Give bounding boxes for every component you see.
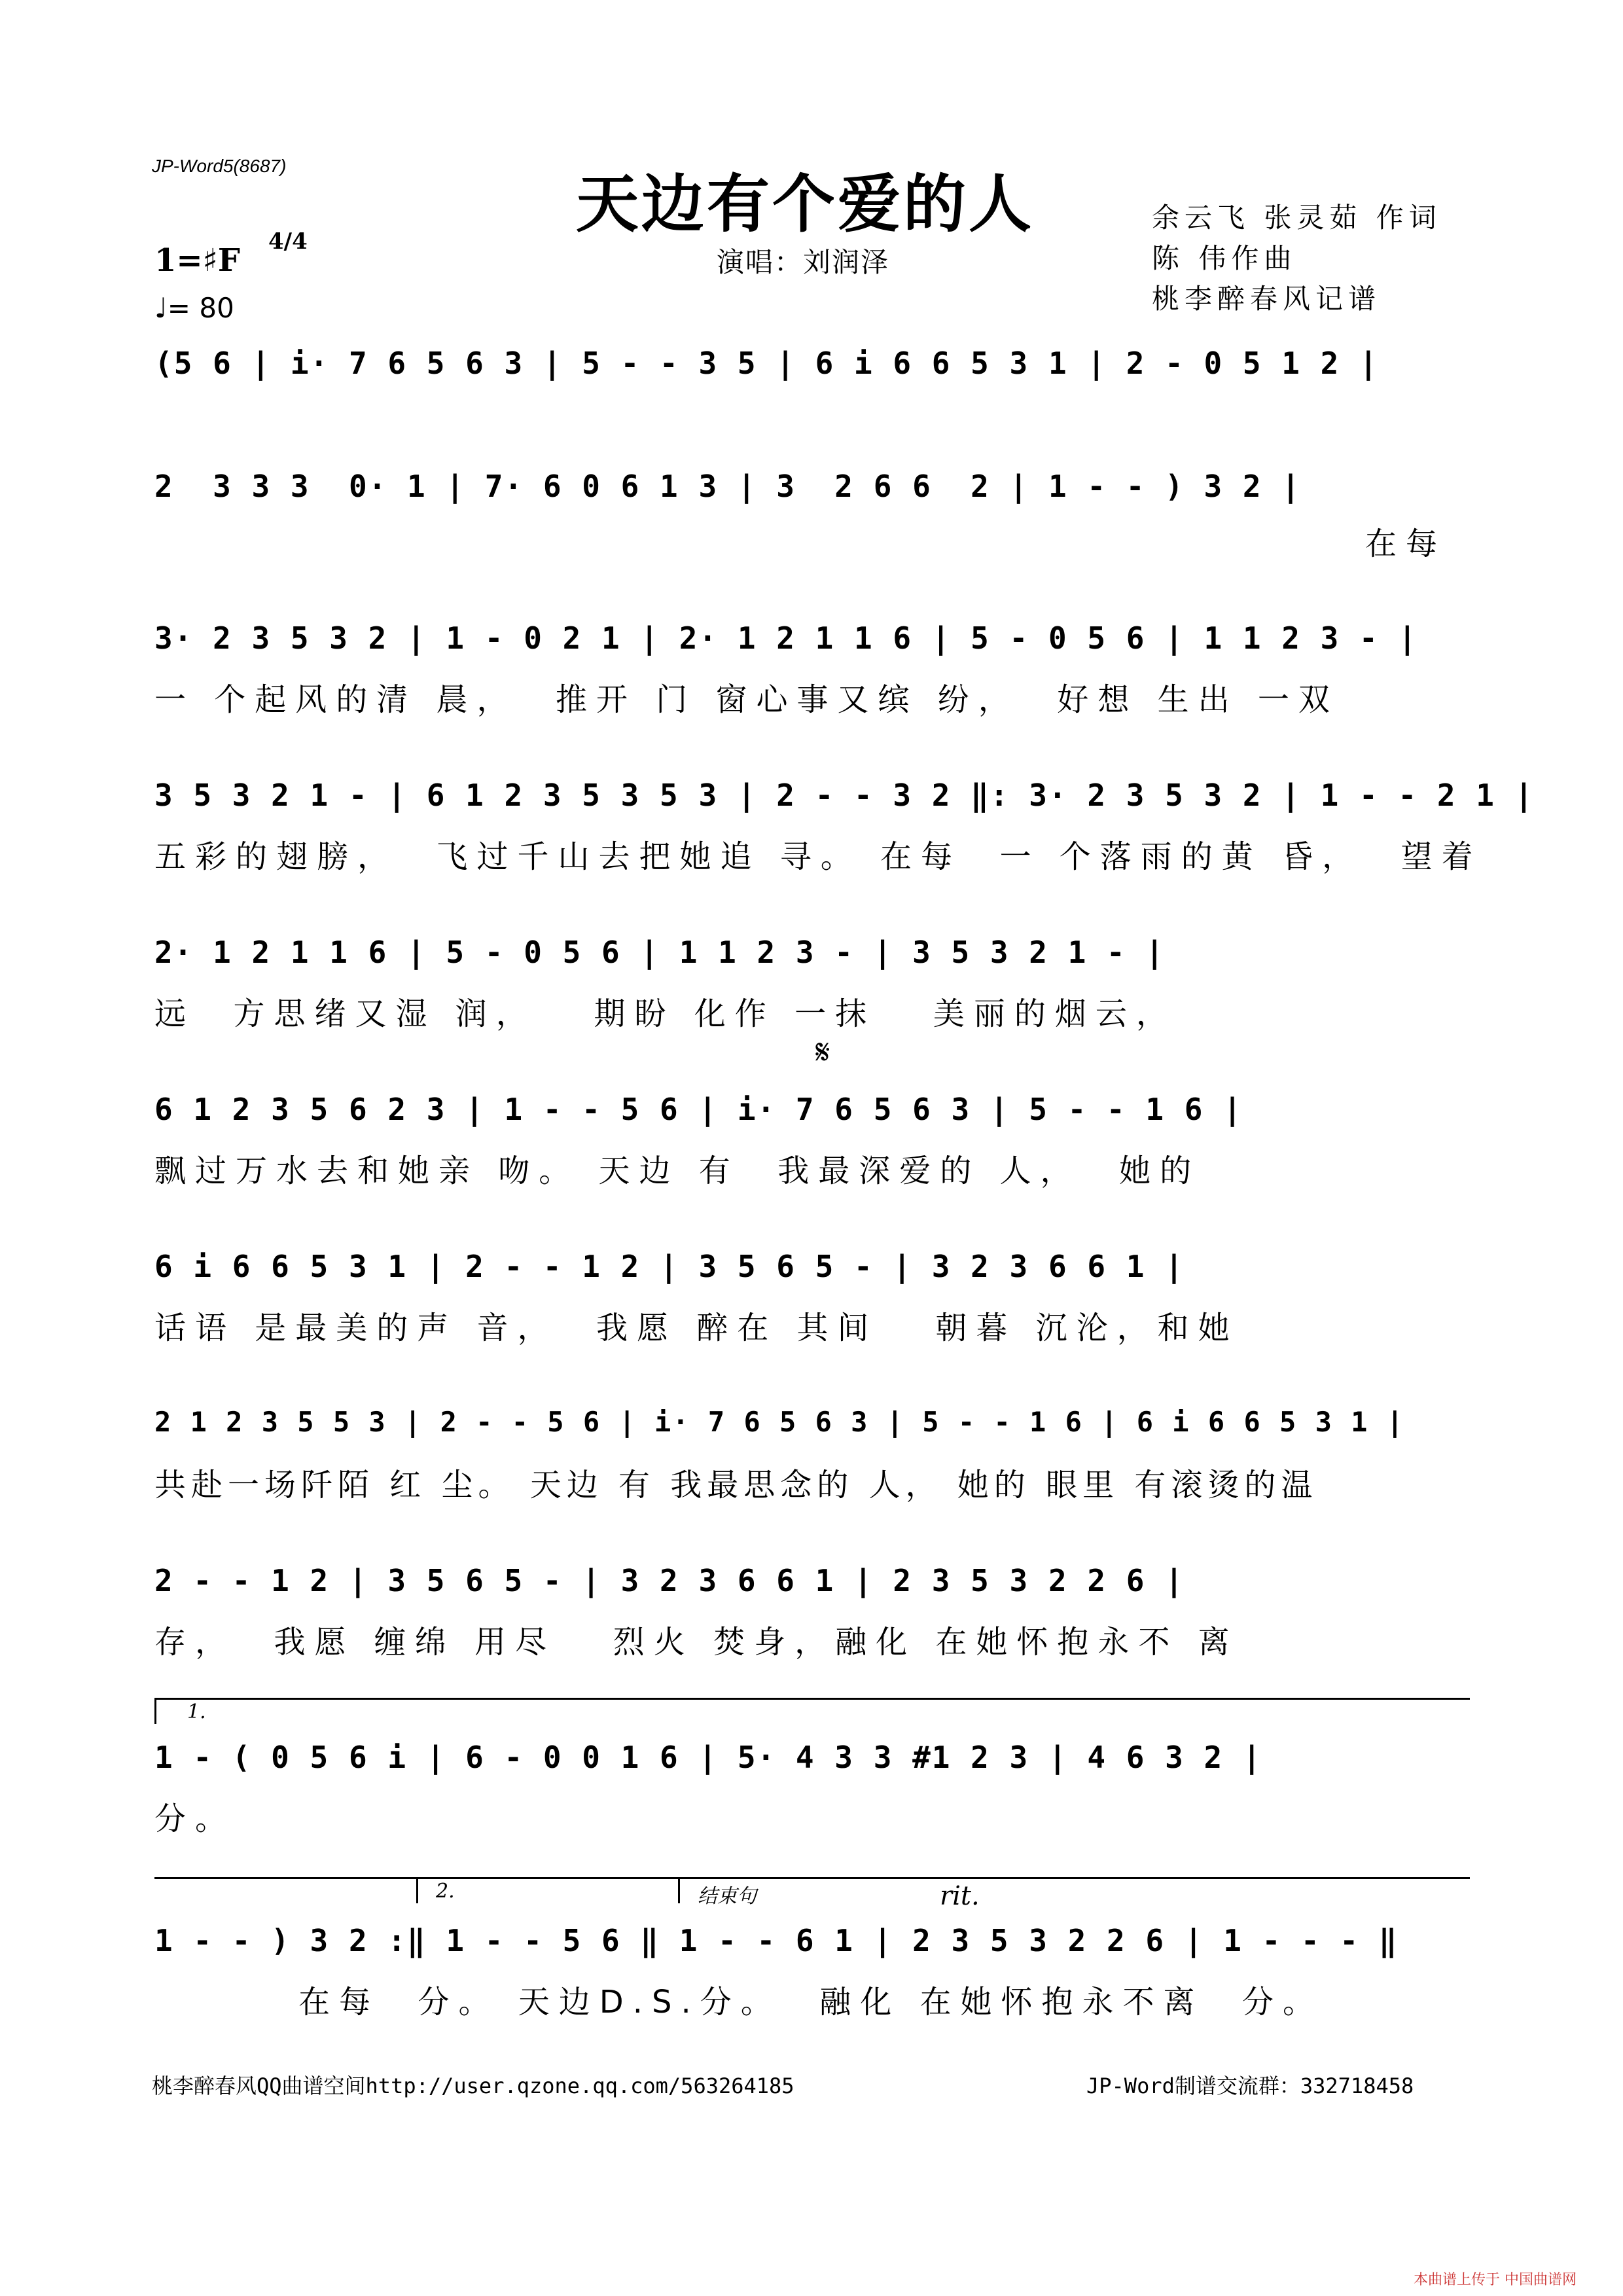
score-row-10-notes: 1 - ( 0 5 6 i | 6 - 0 0 1 6 | 5· 4 3 3 #1 2 3 | 4 6 3 2 |: [154, 1740, 1262, 1775]
ending-2-label: 2.: [436, 1880, 455, 1903]
score-row-7-notes: 6 i 6 6 5 3 1 | 2 - - 1 2 | 3 5 6 5 - | 3 2 3 6 6 1 |: [154, 1249, 1185, 1284]
score-row-2-notes: 2 3 3 3 0· 1 | 7· 6 0 6 1 3 | 3 2 6 6 2 | 1 - - ) 3 2 |: [154, 469, 1301, 504]
score-row-4-lyrics: 五彩的翅膀， 飞过千山去把她追 寻。 在每 一 个落雨的黄 昏， 望着: [154, 838, 1482, 875]
score-row-5-lyrics: 远 方思绪又湿 润， 期盼 化作 一抹 美丽的烟云，: [154, 996, 1177, 1032]
time-signature-text: 4/4: [268, 228, 308, 255]
footer-left-credit: 桃李醉春风QQ曲谱空间http://user.qzone.qq.com/563264185: [152, 2073, 794, 2098]
coda-label: 结束句: [698, 1885, 757, 1908]
score-row-8-notes: 2 1 2 3 5 5 3 | 2 - - 5 6 | i· 7 6 5 6 3 | 5 - - 1 6 | 6 i 6 6 5 3 1 |: [154, 1406, 1405, 1438]
singer-credit: 演唱：刘润泽: [717, 246, 890, 278]
score-row-5-notes: 2· 1 2 1 1 6 | 5 - 0 5 6 | 1 1 2 3 - | 3 5 3 2 1 - |: [154, 935, 1166, 970]
ending-2-bracket-hook: [416, 1877, 418, 1903]
segno-sign: 𝄋: [815, 1033, 830, 1072]
score-row-2-lyrics: 在每: [1365, 526, 1447, 562]
ritardando-marking: rit.: [940, 1881, 980, 1911]
composer-credit: 陈 伟作曲: [1152, 242, 1297, 274]
score-row-3-notes: 3· 2 3 5 3 2 | 1 - 0 2 1 | 2· 1 2 1 1 6 | 5 - 0 5 6 | 1 1 2 3 - |: [154, 620, 1418, 656]
footer-right-credit: JP-Word制谱交流群：332718458: [1086, 2073, 1414, 2098]
ending-1-bracket: [154, 1698, 1470, 1700]
score-row-9-notes: 2 - - 1 2 | 3 5 6 5 - | 3 2 3 6 6 1 | 2 3 5 3 2 2 6 |: [154, 1563, 1185, 1598]
score-row-11-notes: 1 - - ) 3 2 :‖ 1 - - 5 6 ‖ 1 - - 6 1 | 2 3 5 3 2 2 6 | 1 - - - ‖: [154, 1923, 1399, 1958]
tempo-marking: ♩= 80: [154, 292, 234, 324]
score-row-6-notes: 6 1 2 3 5 6 2 3 | 1 - - 5 6 | i· 7 6 5 6 3 | 5 - - 1 6 |: [154, 1092, 1243, 1127]
page-title: 天边有个爱的人: [576, 167, 1034, 241]
key-signature: 1=♯F: [154, 242, 240, 279]
score-row-4-notes: 3 5 3 2 1 - | 6 1 2 3 5 3 5 3 | 2 - - 3 2 ‖: 3· 2 3 5 3 2 | 1 - - 2 1 |: [154, 778, 1535, 813]
score-row-3-lyrics: 一 个起风的清 晨， 推开 门 窗心事又缤 纷， 好想 生出 一双: [154, 681, 1339, 718]
score-row-7-lyrics: 话语 是最美的声 音， 我愿 醉在 其间 朝暮 沉沦，和她: [154, 1310, 1239, 1346]
score-row-11-lyrics: 在每 分。 天边D.S.分。 融化 在她怀抱永不离 分。: [298, 1984, 1324, 2020]
score-row-8-lyrics: 共赴一场阡陌 红 尘。 天边 有 我最思念的 人， 她的 眼里 有滚烫的温: [154, 1467, 1318, 1503]
watermark-logo: 本曲谱上传于 中国曲谱网: [1414, 2272, 1577, 2288]
source-tag: JP-Word5(8687): [152, 156, 287, 176]
transcriber-credit: 桃李醉春风记谱: [1152, 283, 1382, 315]
score-row-6-lyrics: 飘过万水去和她亲 吻。 天边 有 我最深爱的 人， 她的: [154, 1153, 1201, 1189]
score-row-1-notes: (5 6 | i· 7 6 5 6 3 | 5 - - 3 5 | 6 i 6 6 5 3 1 | 2 - 0 5 1 2 |: [154, 346, 1379, 381]
time-signature: [268, 228, 308, 255]
score-row-9-lyrics: 存， 我愿 缠绵 用尽 烈火 焚身，融化 在她怀抱永不 离: [154, 1624, 1239, 1660]
ending-2-bracket: [154, 1877, 1470, 1879]
ending-1-bracket-hook: [154, 1698, 156, 1724]
score-row-10-lyrics: 分。: [154, 1801, 236, 1837]
lyricist-credit: 余云飞 张灵茹 作词: [1152, 202, 1442, 234]
ending-1-label: 1.: [187, 1700, 206, 1723]
coda-bracket-hook: [678, 1877, 680, 1903]
